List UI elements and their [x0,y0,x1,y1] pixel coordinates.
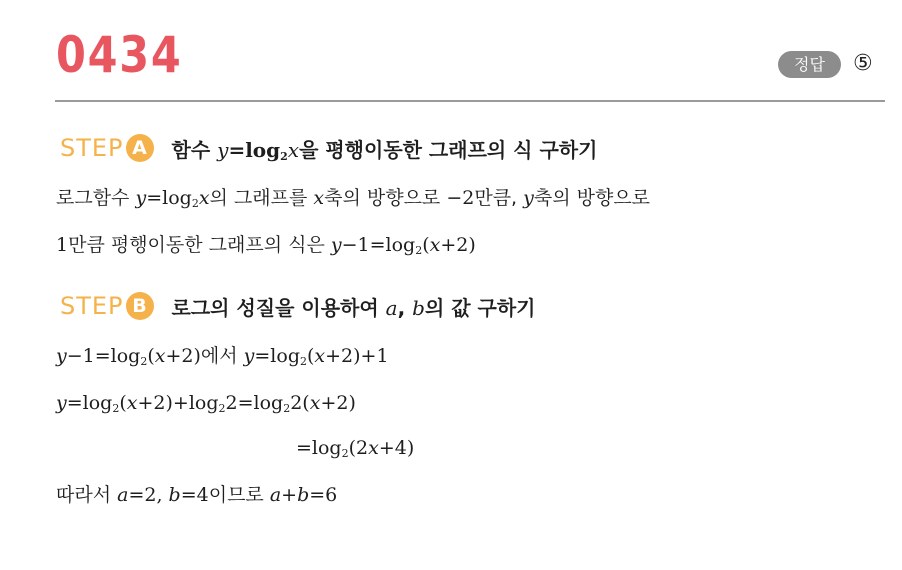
step-a-word: STEP [60,134,124,162]
step-b-equation-3: $=\log_2(2x+4)$ [296,437,415,460]
step-b-equation-2: $y=\log_2(x+2)+\log_22=\log_22(x+2)$ [56,392,356,415]
step-a-letter: A [126,134,154,162]
step-b-letter: B [126,292,154,320]
step-b-equation-1: $y-1=\log_2(x+2)$에서 $y=\log_2(x+2)+1$ [56,345,389,368]
step-b-word: STEP [60,292,124,320]
problem-number: 0434 [56,26,183,84]
step-a-line-1: 로그함수 $y=\log_2x$의 그래프를 x축의 방향으로 −2만큼, y축의 방향으로 [56,187,651,210]
step-b-heading [60,290,535,322]
answer-value: ⑤ [853,51,873,76]
step-b-title: 로그의 성질을 이용하여 a, b의 값 구하기 [171,295,536,320]
step-a-heading [60,132,597,164]
header-divider [55,100,885,102]
answer-badge: 정답 [778,51,841,78]
step-a-title: 함수 $y=\log_2x$을 평행이동한 그래프의 식 구하기 [171,137,598,163]
step-b-conclusion: 따라서 a=2, b=4이므로 a+b=6 [56,484,338,506]
step-a-line-2: 1만큼 평행이동한 그래프의 식은 $y-1=\log_2(x+2)$ [56,234,476,257]
